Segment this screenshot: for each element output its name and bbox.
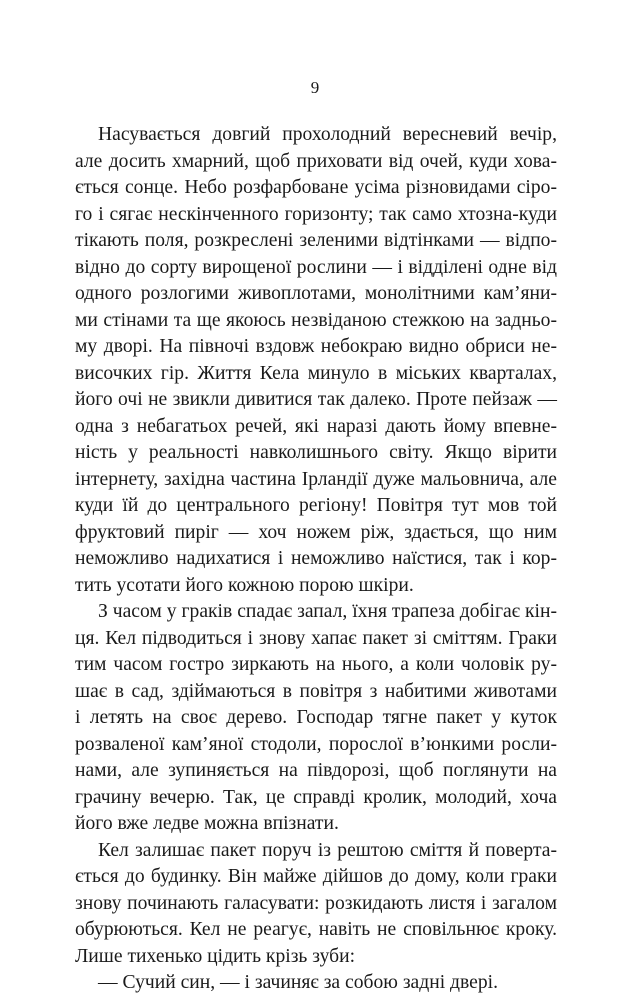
text-line: інтернету, західна частина Ірландії дуже мальовнича, але [75, 468, 557, 490]
text-line: але досить хмарний, щоб приховати від очей, куди хова- [75, 150, 557, 172]
text-line: розваленої кам’яної стодоли, порослої в’юнкими росли- [75, 733, 557, 755]
text-line: ється до будинку. Він майже дійшов до дому, коли граки [75, 866, 557, 887]
text-line: ця. Кел підводиться і знову хапає пакет зі сміттям. Граки [75, 627, 557, 649]
text-line: нами, але зупиняється на півдорозі, щоб поглянути на [75, 760, 557, 781]
paragraph [75, 970, 557, 997]
text-line: шає в сад, здіймаються в повітря з набитими животами [75, 680, 557, 702]
text-line: ми стінами та ще якоюсь незвіданою стежкою на задньо- [75, 309, 557, 331]
text-line: куди їй до центрального регіону! Повітря тут мов той [75, 495, 557, 516]
text-line: — Сучий син, — і зачиняє за собою задні двері. [98, 972, 498, 993]
paragraph [75, 599, 557, 838]
text-line: грачину вечерю. Так, це справді кролик, молодий, хоча [75, 786, 557, 808]
text-line: неможливо надихатися і неможливо наїстися, так і кор- [75, 548, 557, 569]
text-line: тим часом гостро зиркають на нього, а коли чоловік ру- [75, 654, 557, 675]
text-line: му дворі. На півночі вздовж небокраю видно обриси не- [75, 336, 557, 357]
text-line: тікають поля, розкреслені зеленими відтінками — відпо- [75, 230, 557, 251]
text-line: і летять на своє дерево. Господар тягне пакет у куток [75, 707, 557, 728]
page-number: 9 [310, 78, 320, 97]
text-line: З часом у граків спадає запал, їхня трапеза добігає кін- [98, 601, 557, 622]
text-line: відно до сорту вирощеної рослини — і відділені одне від [75, 256, 557, 278]
text-line: фруктовий пиріг — хоч ножем ріж, здається, що ним [75, 521, 557, 543]
text-line: ється сонце. Небо розфарбоване усіма різновидами сіро- [75, 177, 557, 198]
text-line: го і сягає нескінченного горизонту; так само хтозна-куди [75, 203, 557, 225]
text-line: його вже ледве можна впізнати. [75, 813, 339, 834]
text-line: обурюються. Кел не реагує, навіть не сповільнює кроку. [75, 919, 557, 940]
text-line: ність у реальності навколишнього світу. Якщо вірити [75, 442, 557, 463]
text-line: одного розлогими живоплотами, монолітними кам’яни- [75, 283, 557, 304]
text-line: його очі не звикли дивитися так далеко. Проте пейзаж — [75, 389, 557, 410]
text-line: одна з небагатьох речей, які наразі дають йому впевне- [75, 415, 557, 437]
text-line: тить усотати його кожною порою шкіри. [75, 574, 414, 596]
text-line: знову починають галасувати: розкидають листя і загалом [75, 892, 557, 914]
body-text [75, 122, 557, 997]
paragraph [75, 122, 557, 599]
text-line: височких гір. Життя Кела минуло в міських кварталах, [75, 362, 557, 384]
text-line: Лише тихенько цідить крізь зуби: [75, 945, 356, 967]
text-line: Кел залишає пакет поруч із рештою сміття й поверта- [98, 839, 557, 861]
text-line: Насувається довгий прохолодний вересневий вечір, [98, 124, 557, 145]
paragraph [75, 838, 557, 971]
